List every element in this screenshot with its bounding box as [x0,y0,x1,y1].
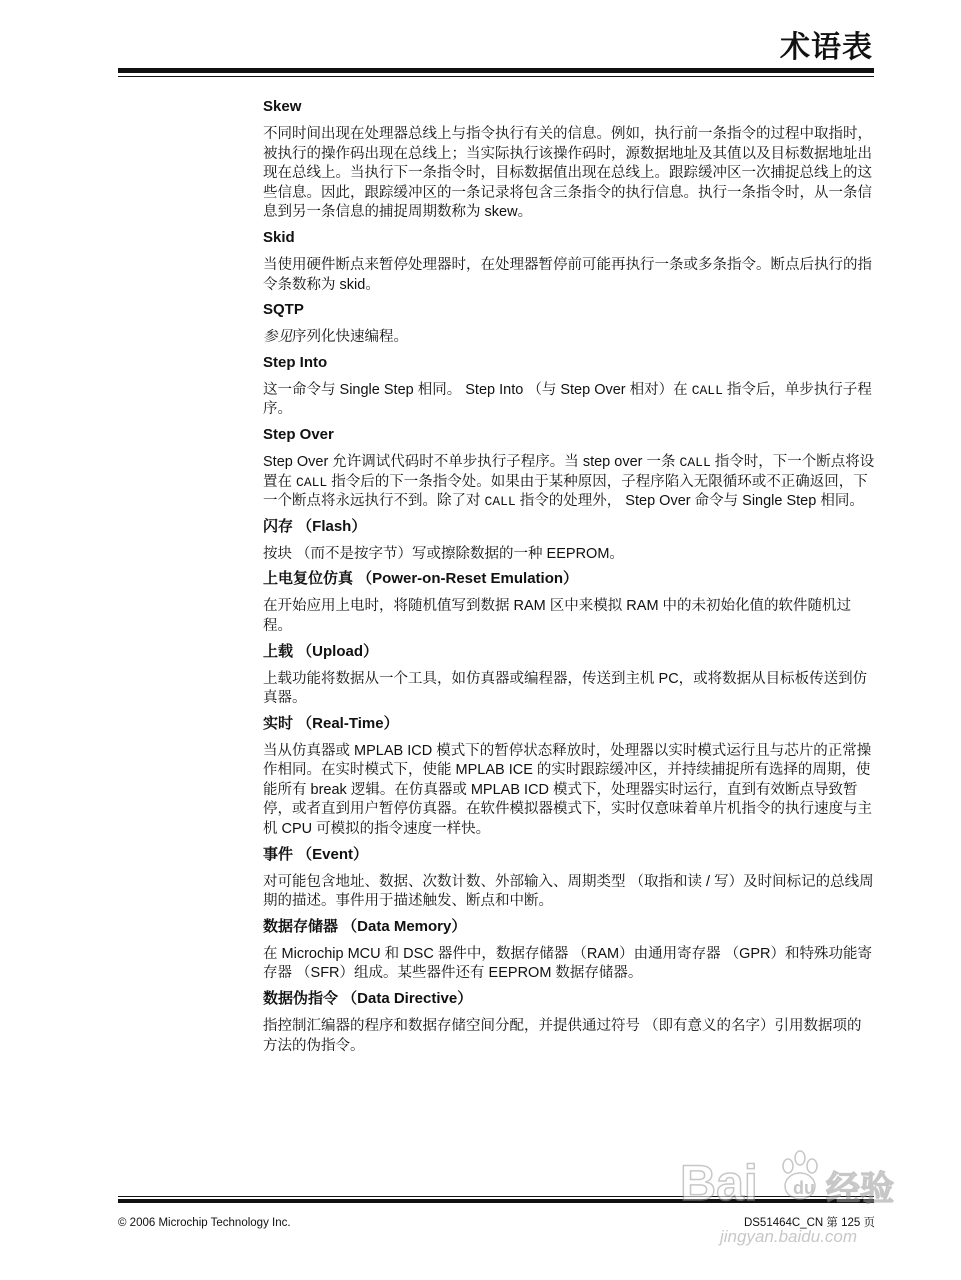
code-keyword: CALL [296,474,328,490]
definition-text: 指令时，下一个断点将设置在 [263,453,875,490]
glossary-entry [263,228,875,295]
glossary-entry [263,97,875,223]
glossary-entry [263,917,875,984]
baidu-jingyan-watermark [676,1138,916,1250]
glossary-entry [263,714,875,840]
glossary-entry [263,845,875,912]
glossary-term: 闪存 （Flash） [263,517,367,535]
glossary-definition: 在开始应用上电时，将随机值写到数据 RAM 区中来模拟 RAM 中的未初始化值的软件随机过程。 [263,598,852,634]
glossary-term: Step Over [263,425,334,443]
paw-icon [783,1151,817,1199]
header-rule-thick [118,68,874,73]
glossary-entry [263,642,875,709]
glossary-term: 事件 （Event） [263,845,369,863]
glossary-definition: 当使用硬件断点来暂停处理器时，在处理器暂停前可能再执行一条或多条指令。断点后执行的指令条数称为 skid。 [263,256,872,293]
definition-text: 指令后，单步执行子程序。 [263,381,872,418]
glossary-definition: 按块 （而不是按字节）写或擦除数据的一种 EEPROM。 [263,545,624,562]
definition-text: 这一命令与 Single Step 相同。 Step Into （与 Step Over 相对）在 [263,381,692,398]
glossary-term: 实时 （Real-Time） [263,714,399,732]
glossary-content [263,97,875,1061]
definition-text: 序列化快速编程。 [292,329,408,346]
see-also-label: 参见 [263,329,292,346]
header-rule-thin [118,76,874,77]
glossary-term: 上载 （Upload） [263,642,378,660]
watermark-brand-cn: 经验 [826,1169,894,1209]
glossary-definition: 当从仿真器或 MPLAB ICD 模式下的暂停状态释放时，处理器以实时模式运行且与芯片的正常操作相同。在实时模式下，使能 MPLAB ICE 的实时跟踪缓冲区，并持续捕捉所有选择的周期，使能所有 break 逻辑。在仿真器或 MPLAB ICD 模式下，处理器实时运行，直到有效断点导致暂停，或者直到用户暂停仿真器。在软件模拟器模式下，实时仅意味着单片机指令的执行速度与主机 CPU 可模拟的指令速度一样快。 [263,742,872,838]
definition-text: 指令后的下一条指令处。如果由于某种原因，子程序陷入无限循环或不正确返回，下一个断点将永远执行不到。除了对 [263,473,868,510]
watermark-brand: Bai [680,1155,758,1211]
definition-text: 指令的处理外， Step Over 命令与 Single Step 相同。 [515,493,864,510]
glossary-definition: 指控制汇编器的程序和数据存储空间分配，并提供通过符号 （即有意义的名字）引用数据项的方法的伪指令。 [263,1018,862,1054]
glossary-term: 上电复位仿真 （Power-on-Reset Emulation） [263,570,579,588]
footer-copyright: © 2006 Microchip Technology Inc. [118,1217,291,1229]
definition-text: Step Over 允许调试代码时不单步执行子程序。当 step over 一条 [263,453,680,470]
code-keyword: CALL [484,494,516,510]
code-keyword: CALL [679,454,711,470]
glossary-definition [263,453,875,512]
code-keyword: CALL [691,382,723,398]
glossary-term: 数据伪指令 （Data Directive） [263,990,473,1008]
glossary-entry [263,569,875,636]
glossary-definition: 不同时间出现在处理器总线上与指令执行有关的信息。例如，执行前一条指令的过程中取指时，被执行的操作码出现在总线上；当实际执行该操作码时，源数据地址及其值以及目标数据地址出现在总线上。当执行下一条指令时，目标数据值出现在总线上。跟踪缓冲区一次捕捉总线上的这些信息。因此，跟踪缓冲区的一条记录将包含三条指令的执行信息。执行一条指令时，从一条信息到另一条信息的捕捉周期数称为 skew。 [263,126,872,221]
glossary-definition [263,381,875,420]
footer-doc-id: DS51464C_CN 第 125 页 [743,1217,875,1229]
glossary-definition [263,328,875,348]
glossary-entry [263,425,875,512]
glossary-definition: 对可能包含地址、数据、次数计数、外部输入、周期类型 （取指和读 / 写）及时间标记的总线周期的描述。事件用于描述触发、断点和中断。 [263,873,874,910]
glossary-term: SQTP [263,301,304,319]
glossary-term: Step Into [263,353,328,371]
page-title: 术语表 [780,30,873,65]
watermark-url: jingyan.baidu.com [720,1227,858,1246]
glossary-entry [263,989,875,1056]
glossary-term: Skid [263,228,295,246]
glossary-entry [263,517,875,565]
glossary-entry [263,353,875,420]
glossary-term: 数据存储器 （Data Memory） [263,917,467,935]
svg-text:du: du [793,1178,815,1198]
glossary-definition: 在 Microchip MCU 和 DSC 器件中，数据存储器 （RAM）由通用寄存器 （GPR）和特殊功能寄存器 （SFR）组成。某些器件还有 EEPROM 数据存储器。 [263,945,873,982]
glossary-term: Skew [263,98,302,115]
glossary-definition: 上载功能将数据从一个工具，如仿真器或编程器，传送到主机 PC，或将数据从目标板传送到仿真器。 [263,670,868,707]
glossary-entry [263,300,875,348]
